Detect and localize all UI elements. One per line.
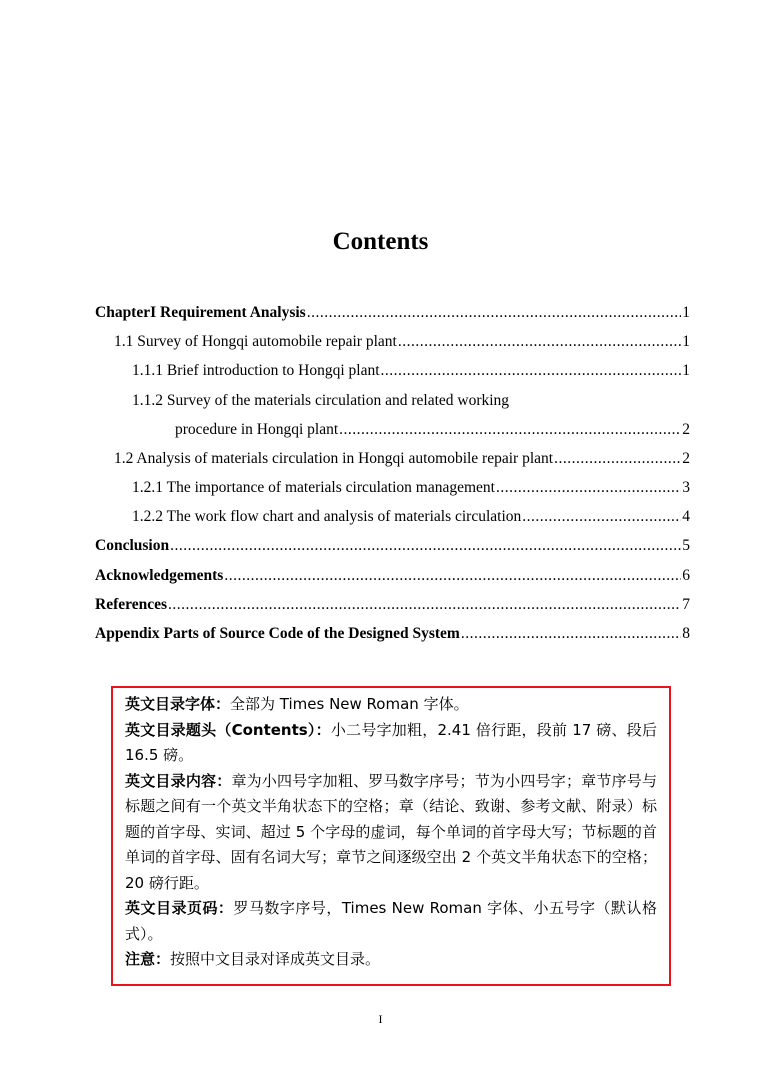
toc-leader-dots — [461, 619, 681, 648]
toc-entry-chapter-1[interactable] — [95, 298, 690, 327]
toc-page-number: 1 — [682, 304, 690, 321]
formatting-instructions-box — [111, 686, 671, 986]
toc-entry-1-1-1[interactable] — [132, 356, 690, 385]
instruction-warning — [125, 947, 657, 973]
toc-entry-title: 1.2 Analysis of materials circulation in Hongqi automobile repair plant — [114, 450, 554, 467]
toc-entry-title: Acknowledgements — [95, 567, 224, 584]
toc-page-number: 6 — [682, 567, 690, 584]
toc-entry-1-1-2[interactable] — [132, 386, 690, 415]
toc-leader-dots — [522, 502, 681, 531]
instruction-page-number — [125, 896, 657, 947]
instruction-label: 英文目录内容： — [125, 771, 232, 790]
instruction-label: 注意： — [125, 950, 171, 968]
toc-page-number: 3 — [682, 479, 690, 496]
page-footer-number: I — [378, 1012, 383, 1026]
toc-leader-dots — [554, 444, 681, 473]
instruction-label: 英文目录字体： — [125, 695, 231, 713]
toc-page-number: 8 — [682, 625, 690, 642]
toc-entry-acknowledgements[interactable] — [95, 561, 690, 590]
toc-entry-title: 1.1.2 Survey of the materials circulation and related working — [132, 392, 510, 409]
toc-entry-conclusion[interactable] — [95, 531, 690, 560]
toc-leader-dots — [381, 356, 682, 385]
toc-leader-dots — [307, 298, 682, 327]
instruction-text: 全部为 Times New Roman 字体。 — [230, 695, 469, 713]
toc-entry-title: 1.1 Survey of Hongqi automobile repair plant — [114, 333, 397, 350]
toc-entry-references[interactable] — [95, 590, 690, 619]
toc-page-number: 1 — [682, 333, 690, 350]
toc-leader-dots — [339, 415, 681, 444]
toc-page-number: 4 — [682, 508, 690, 525]
toc-page-number: 7 — [682, 596, 690, 613]
toc-entry-title: 1.2.1 The importance of materials circulation management — [132, 479, 495, 496]
toc-entry-title: 1.2.2 The work flow chart and analysis of materials circulation — [132, 508, 522, 525]
toc-entry-title: Conclusion — [95, 537, 170, 554]
toc-page-number: 2 — [682, 450, 690, 467]
page-title: Contents — [332, 228, 429, 255]
toc-entry-1-2-2[interactable] — [132, 502, 690, 531]
toc-entry-1-2-1[interactable] — [132, 473, 690, 502]
instruction-content — [125, 769, 657, 897]
toc-entry-1-1-2-continued[interactable] — [175, 415, 690, 444]
toc-page-number: 5 — [682, 537, 690, 554]
toc-leader-dots — [168, 590, 681, 619]
toc-entry-title: Appendix Parts of Source Code of the Designed System — [95, 625, 460, 642]
toc-leader-dots — [224, 561, 681, 590]
toc-leader-dots — [496, 473, 681, 502]
instruction-font — [125, 692, 657, 718]
toc-leader-dots — [170, 531, 681, 560]
toc-entry-1-2[interactable] — [114, 444, 690, 473]
toc-page-number: 1 — [682, 362, 690, 379]
instruction-text: 章为小四号字加粗、罗马数字序号；节为小四号字；章节序号与标题之间有一个英文半角状态下的空格；章（结论、致谢、参考文献、附录）标题的首字母、实词、超过 5 个字母的虚词，每个单词的首字母大写；节标题的首单词的首字母、固有名词大写；章节之间逐级空出 2 个英文半角状态下的空格；20 磅行距。 — [125, 771, 657, 892]
toc-entry-1-1[interactable] — [114, 327, 690, 356]
toc-entry-title: 1.1.1 Brief introduction to Hongqi plant — [132, 362, 380, 379]
toc-entry-title: References — [95, 596, 168, 613]
toc-entry-appendix[interactable] — [95, 619, 690, 648]
instruction-text: 按照中文目录对译成英文目录。 — [170, 950, 381, 968]
toc-leader-dots — [398, 327, 681, 356]
instruction-label: 英文目录题头（Contents）： — [125, 720, 331, 739]
instruction-text: 小二号字加粗，2.41 倍行距，段前 17 磅、段后 16.5 磅。 — [125, 720, 657, 764]
toc-entry-title: procedure in Hongqi plant — [175, 421, 339, 438]
instruction-text: 罗马数字序号，Times New Roman 字体、小五号字（默认格式）。 — [125, 899, 657, 943]
instruction-heading — [125, 718, 657, 769]
toc-entry-title: ChapterI Requirement Analysis — [95, 304, 306, 321]
instruction-label: 英文目录页码： — [125, 899, 234, 917]
toc-page-number: 2 — [682, 421, 690, 438]
